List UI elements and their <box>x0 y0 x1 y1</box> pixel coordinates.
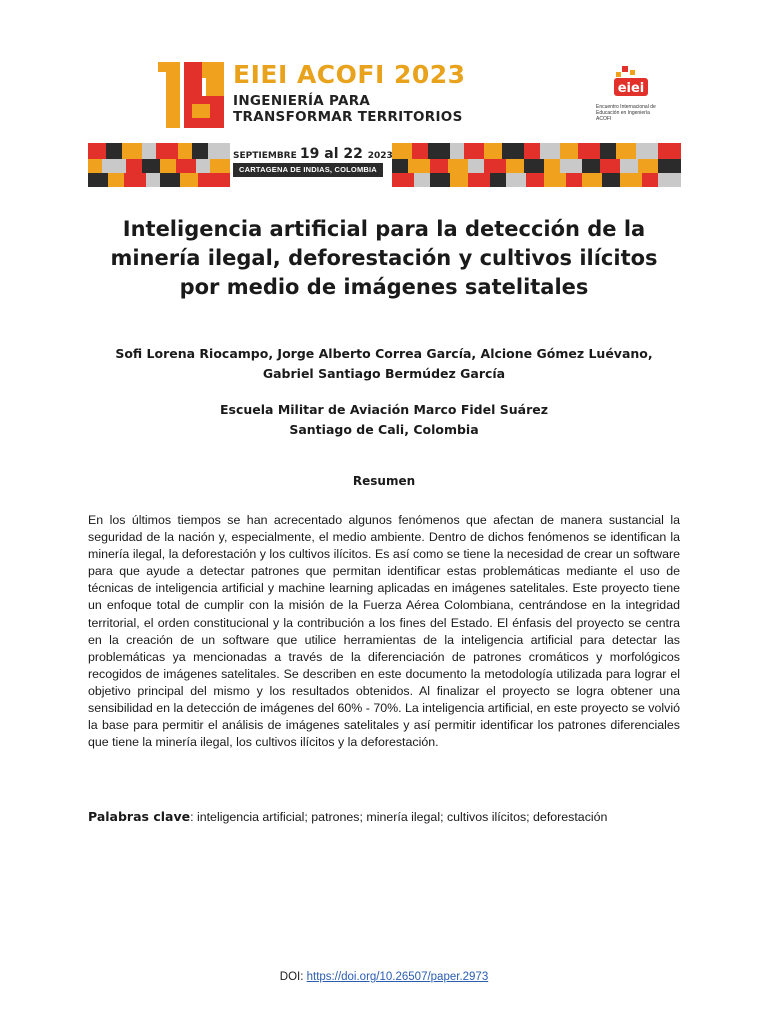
keywords-list: : inteligencia artificial; patrones; minería ilegal; cultivos ilícitos; deforestación <box>190 810 608 824</box>
event-subtitle-line2: TRANSFORMAR TERRITORIOS <box>233 109 463 125</box>
authors-line2: Gabriel Santiago Bermúdez García <box>262 366 506 381</box>
event-title: EIEI ACOFI 2023 <box>233 60 466 89</box>
event-location: CARTAGENA DE INDIAS, COLOMBIA <box>233 163 383 177</box>
doi-link[interactable]: https://doi.org/10.26507/paper.2973 <box>306 971 489 983</box>
eiei-logo-caption: Encuentro Internacional de Educación en Ingeniería ACOFI <box>596 104 656 122</box>
date-month: SEPTIEMBRE <box>233 151 300 161</box>
affiliation-line1: Escuela Militar de Aviación Marco Fidel Suárez <box>220 402 548 417</box>
doi-footer <box>0 971 768 983</box>
date-year: 2023 <box>367 151 393 161</box>
eiei-logo-text: eiei <box>617 81 645 96</box>
conference-logo-icon <box>158 62 224 128</box>
eiei-logo-icon <box>588 64 672 134</box>
affiliation <box>90 400 678 440</box>
event-dates <box>233 143 393 162</box>
abstract-text: En los últimos tiempos se han acrecentado algunos fenómenos que afectan de manera sustancial la seguridad de la nación y, especialmente, el medio ambiente. Dentro de dichos fenómenos se identifican la minería ilegal, la deforestación y los cultivos ilícitos. Es así como se tiene la necesidad de crear un software para que ayude a detectar patrones que permitan identificar estas problemáticas mediante el uso de técnicas de inteligencia artificial y machine learning aplicadas en imágenes satelitales. Este proyecto tiene un enfoque total de cumplir con la misión de la Fuerza Aérea Colombiana, centrándose en la integridad territorial, el orden constitucional y la contribución a los fines del Estado. El énfasis del proyecto se centra en la creación de un software que utilice herramientas de la inteligencia artificial para detectar las problemáticas ya mencionadas a través de la diferenciación de patrones cromáticos y morfológicos recogidos de imágenes satelitales. Se describen en este documento la metodología utilizada para lograr el objetivo principal del mismo y los resultados obtenidos. Al finalizar el proyecto se logra obtener una sensibilidad en la detección de imágenes del 60% - 70%. La inteligencia artificial, en este proyecto se volvió la base para permitir el análisis de imágenes satelitales y así permitir identificar los patrones diferenciales que tiene la minería ilegal, los cultivos ilícitos y la deforestación. <box>88 513 680 750</box>
abstract-heading: Resumen <box>352 474 416 488</box>
doi-label: DOI: <box>279 971 307 983</box>
keywords-label: Palabras clave <box>88 809 191 824</box>
event-subtitle <box>233 93 463 125</box>
authors-line1: Sofi Lorena Riocampo, Jorge Alberto Correa García, Alcione Gómez Luévano, <box>115 346 653 361</box>
author-list <box>90 344 678 384</box>
conference-header <box>0 0 768 200</box>
date-days: 19 al 22 <box>299 146 368 162</box>
keywords <box>88 808 680 826</box>
paper-title: Inteligencia artificial para la detección de la minería ilegal, deforestación y cultivos ilícitos por medio de imágenes satelitales <box>110 217 658 299</box>
affiliation-line2: Santiago de Cali, Colombia <box>289 422 479 437</box>
event-subtitle-line1: INGENIERÍA PARA <box>233 93 371 109</box>
